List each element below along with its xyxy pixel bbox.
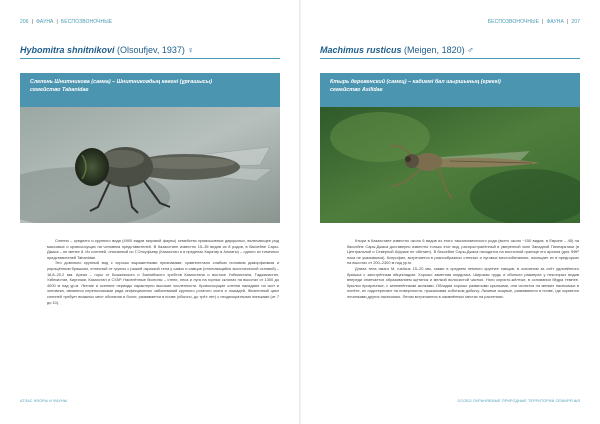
page-footer: АТЛАС ФЛОРЫ И ФАУНЫ: [20, 399, 68, 403]
species-title: [320, 45, 474, 55]
species-author: (Olsoufjev, 1937) ♀: [117, 45, 195, 55]
page-footer: ОСОБО ОХРАНЯЕМЫЕ ПРИРОДНЫЕ ТЕРРИТОРИИ СЕМИРЕЧЬЯ: [457, 399, 580, 403]
running-header: 206 | ФАУНА | БЕСПОЗВОНОЧНЫЕ: [20, 19, 113, 25]
body-paragraph: Это довольно крупный вид с хорошо выраженными признаками; сравнительно слабым половым диморфизмом и упрощённым бряшком, отличный от группы с рыжей окраской тела у самок и самцов (отличающийся экологической основой) – 16,8–20,2 мм. Ареал – горы от Бишкекского и Заилийского хребтов Казахстана и востоке Узбекистана, Таджикистан, Узбекистан, Киргизии, Казахстан и СУАР. Населённые биотопы – степи, леса и луга на горных склонах на высотах от 1300 до 4000 м над ур.м. Летние и осенние периоды характерно высокие численности. Кровососущие слепни нападают на скот и человека, являются переносчиками ряда инфекционных заболеваний крупного рогатого скота и лошадей. Жизненный цикл слепней требует влажных мест обитания и болот, развивается в почве (обычно, до трёх лет) с неоднократными линьками (от 7 до 10).: [47, 260, 279, 305]
species-title: [20, 45, 194, 55]
horsefly-photo: [20, 107, 280, 223]
caption-common-name: Слепень Шнитникова (самка) – Шнитниковдың көгені (ұрғашысы): [30, 79, 213, 85]
body-paragraph: Длина тела имаго M. rusticus 15–20 мм, самки в среднем немного крупнее самцов, в основном за счёт удлинённого брюшка с заострённым яйцекладом. Хорошо заметная мордочка. Широкая грудь и обильно размерах у некоторых видов впереди отмечается образованием щетинок и мелкой волосистой частью. Ноги охристо-жёлтые, в основании бёдра темнее. Крылья прозрачные, с затемнёнными жилками. Обладая хорошо развитыми крыльями, они охотятся на мелких насекомых в полёте, их подстерегают на поверхности, прокалывая хоботком добычу. Личинки хищные, развиваются в почве, где кормятся личинками других насекомых. Летом встречаются в оживлённых местах на растениях.: [347, 265, 579, 299]
caption-family: семейство Tabanidae: [30, 87, 89, 93]
right-page: [300, 0, 600, 424]
species-latin-name: Hybomitra shnitnikovi: [20, 45, 115, 55]
article-body: [47, 238, 279, 305]
robberfly-photo: [320, 107, 580, 223]
section-label: ФАУНА: [36, 19, 54, 25]
caption-family: семейство Asilidae: [330, 87, 383, 93]
species-caption-box: [20, 73, 280, 107]
page-number: 206: [20, 19, 29, 25]
body-paragraph: Ктыри в Казахстане известно около 6 видов из этого таксономического рода (всего около ~150 видов, в Европе – 45) на бассейне Сары-Джаса доставерно известно только этот вид, распространённый в умеренной зоне Западной Палеарктики (в Центральной и Северной Африке не обитает). В бассейне Сары-Джаса находится на восточной границе его ареала (для ФИР пока не указывался). Ксерофил, встречается в разнообразных степных и луговых местообитаниях, посещает их в предгорьях на высотах от 200–2300 м над ур.м.: [347, 238, 579, 266]
subsection-label: БЕСПОЗВОНОЧНЫЕ: [487, 19, 540, 25]
species-latin-name: Machimus rusticus: [320, 45, 402, 55]
species-caption-box: [320, 73, 580, 107]
section-label: ФАУНА: [546, 19, 564, 25]
caption-common-name: Ктырь деревенский (самец) – кадимгі бал шыршының (еркегі): [330, 79, 501, 85]
body-paragraph: Слепни – среднего и крупного вида (4900 видов мировой фауны) семейство прямошовных двукрылых, включающее рид массовых и кровососущих на человека представителей. В Казахстане известно 15–35 видов из 8 родов, в бассейне Сары-Джаса – не менее 8. Из слепней, описанный по Г.Олсуфьеву (Казахстан и в пределах Каратау в Алматы) – одного из типичных представителей Tabanidae.: [47, 238, 279, 260]
species-author: (Meigen, 1820) ♂: [404, 45, 474, 55]
subsection-label: БЕСПОЗВОНОЧНЫЕ: [60, 19, 113, 25]
running-header: БЕСПОЗВОНОЧНЫЕ | ФАУНА | 207: [487, 19, 580, 25]
title-rule: [20, 58, 280, 59]
page-number: 207: [571, 19, 580, 25]
title-rule: [320, 58, 580, 59]
article-body: [347, 238, 579, 300]
